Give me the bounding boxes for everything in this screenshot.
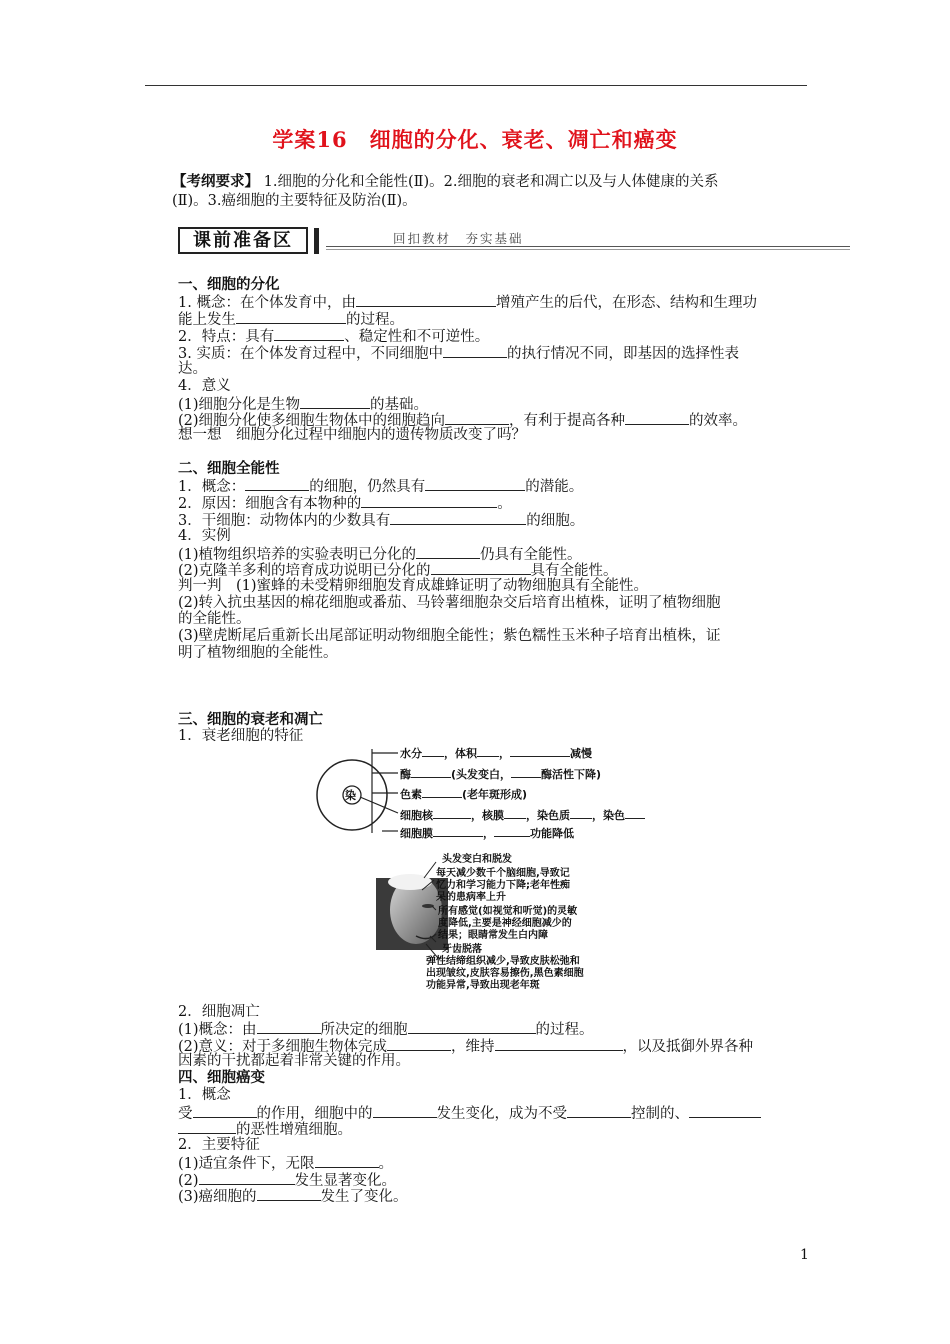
section-heading-totipotency: 二、细胞全能性 xyxy=(178,460,280,477)
text-line: 4．意义 xyxy=(178,378,231,394)
answer-blank xyxy=(257,1186,321,1201)
text-line: (2) 发生显著变化。 xyxy=(178,1170,396,1190)
nucleus-label: 染 xyxy=(345,789,356,802)
page-number: 1 xyxy=(800,1247,809,1263)
text-line: 因素的干扰都起着非常关键的作用。 xyxy=(178,1053,410,1069)
text-line: (2)细胞分化使多细胞生物体中的细胞趋向 ，有利于提高各种 的效率。 xyxy=(178,410,747,430)
requirements-tag: 【考纲要求】 xyxy=(172,173,259,190)
text-line: 3. 实质：在个体发育过程中，不同细胞中 的执行情况不同，即基因的选择性表 xyxy=(178,343,739,363)
answer-blank xyxy=(433,808,471,819)
answer-blank xyxy=(625,808,645,819)
answer-blank xyxy=(443,343,507,358)
think-question: 想一想 细胞分化过程中细胞内的遗传物质改变了吗？ xyxy=(178,427,526,443)
photo-label-skin-3: 功能异常,导致出现老年斑 xyxy=(426,980,540,991)
judge-item: 判一判 (1)蜜蜂的未受精卵细胞发育成雄蜂证明了动物细胞具有全能性。 xyxy=(178,578,649,594)
photo-label-skin-1: 弹性结缔组织减少,导致皮肤松弛和 xyxy=(426,956,580,967)
header-rule xyxy=(145,85,807,86)
answer-blank xyxy=(570,808,592,819)
answer-blank xyxy=(477,746,499,757)
text-line: 2．特点：具有 、稳定性和不可逆性。 xyxy=(178,326,489,346)
text-line: (1)适宜条件下，无限 。 xyxy=(178,1153,393,1173)
answer-blank xyxy=(300,394,370,409)
judge-item: (2)转入抗虫基因的棉花细胞或番茄、马铃薯细胞杂交后培育出植株，证明了植物细胞 xyxy=(178,595,721,611)
text-line: 1．概念 xyxy=(178,1087,231,1103)
section-heading-differentiation: 一、细胞的分化 xyxy=(178,276,280,293)
requirements-text-2: (Ⅱ)。3.癌细胞的主要特征及防治(Ⅱ)。 xyxy=(172,193,417,209)
text-line: 1．概念： 的细胞，仍然具有 的潜能。 xyxy=(178,476,583,496)
photo-label-brain-3: 呆的患病率上升 xyxy=(436,892,506,903)
answer-blank xyxy=(433,826,483,837)
judge-item: (3)壁虎断尾后重新长出尾部证明动物细胞全能性；紫色糯性玉米种子培育出植株，证 xyxy=(178,628,721,644)
text-line: 1．衰老细胞的特征 xyxy=(178,728,304,744)
text-line: (3)癌细胞的 发生了变化。 xyxy=(178,1186,408,1206)
text-line: 2．细胞凋亡 xyxy=(178,1004,260,1020)
answer-blank xyxy=(416,544,480,559)
answer-blank xyxy=(495,1036,623,1051)
answer-blank xyxy=(236,309,346,324)
answer-blank xyxy=(315,1153,379,1168)
answer-blank xyxy=(356,292,496,307)
text-line: 2．原因：细胞含有本物种的 。 xyxy=(178,493,512,513)
aging-cell-diagram xyxy=(310,735,690,845)
photo-label-hair: 头发变白和脱发 xyxy=(442,854,512,865)
answer-blank xyxy=(199,1170,295,1185)
cell-label-water: 水分 ，体积 ， 减慢 xyxy=(400,747,592,760)
photo-label-teeth: 牙齿脱落 xyxy=(442,944,482,955)
answer-blank xyxy=(274,326,344,341)
answer-blank xyxy=(387,1036,451,1051)
cell-label-membrane: 细胞膜 ， 功能降低 xyxy=(400,827,574,840)
answer-blank xyxy=(625,410,689,425)
cell-label-pigment: 色素 (老年斑形成) xyxy=(400,788,528,801)
photo-label-senses-1: 所有感觉(如视觉和听觉)的灵敏 xyxy=(438,906,578,917)
section-heading-cancer: 四、细胞癌变 xyxy=(178,1069,265,1086)
text-line: (1)概念：由 所决定的细胞 的过程。 xyxy=(178,1019,594,1039)
answer-blank xyxy=(422,787,462,798)
text-line: 4．实例 xyxy=(178,528,231,544)
text-line: 2．主要特征 xyxy=(178,1137,260,1153)
exam-requirements xyxy=(172,172,812,211)
photo-label-skin-2: 出现皱纹,皮肤容易擦伤,黑色素细胞 xyxy=(426,968,584,979)
answer-blank xyxy=(445,410,509,425)
answer-blank xyxy=(411,767,451,778)
text-line: 的恶性增殖细胞。 xyxy=(178,1119,352,1139)
answer-blank xyxy=(567,1103,631,1118)
banner-rule-thin xyxy=(326,249,850,250)
text-line: 3．干细胞：动物体内的少数具有 的细胞。 xyxy=(178,510,584,530)
cell-label-enzyme: 酶 (头发变白， 酶活性下降) xyxy=(400,768,602,781)
answer-blank xyxy=(422,746,444,757)
photo-label-brain-2: 忆力和学习能力下降;老年性痴 xyxy=(436,880,570,891)
text-line: (2)克隆羊多利的培育成功说明已分化的 具有全能性。 xyxy=(178,560,618,580)
section-heading-aging: 三、细胞的衰老和凋亡 xyxy=(178,711,323,728)
answer-blank xyxy=(178,1119,236,1134)
answer-blank xyxy=(494,826,530,837)
judge-item: 的全能性。 xyxy=(178,611,251,627)
answer-blank xyxy=(689,1103,761,1118)
text-line: (1)植物组织培养的实验表明已分化的 仍具有全能性。 xyxy=(178,544,582,564)
text-line: (1)细胞分化是生物 的基础。 xyxy=(178,394,428,414)
banner-label: 课前准备区 xyxy=(178,227,308,254)
photo-label-senses-2: 度降低,主要是神经细胞减少的 xyxy=(438,918,572,929)
text-line: (2)意义：对于多细胞生物体完成 ，维持 ，以及抵御外界各种 xyxy=(178,1036,753,1056)
requirements-text-1: 1.细胞的分化和全能性(Ⅱ)。2.细胞的衰老和凋亡以及与人体健康的关系 xyxy=(259,174,719,190)
answer-blank xyxy=(361,493,497,508)
cell-label-nucleus: 细胞核 ，核膜 ，染色质 ，染色 xyxy=(400,807,645,823)
text-line: 1. 概念：在个体发育中，由 增殖产生的后代，在形态、结构和生理功 xyxy=(178,292,757,312)
answer-blank xyxy=(373,1103,437,1118)
banner-bar xyxy=(314,228,319,254)
page-title: 学案16 细胞的分化、衰老、凋亡和癌变 xyxy=(272,127,678,152)
text-line: 能上发生 的过程。 xyxy=(178,309,404,329)
answer-blank xyxy=(510,746,570,757)
text-line: 达。 xyxy=(178,361,207,377)
judge-item: 明了植物细胞的全能性。 xyxy=(178,645,338,661)
answer-blank xyxy=(431,560,531,575)
answer-blank xyxy=(511,767,541,778)
answer-blank xyxy=(408,1019,536,1034)
answer-blank xyxy=(257,1019,321,1034)
elderly-person-figure xyxy=(376,848,606,990)
photo-label-senses-3: 结果；眼睛常发生白内障 xyxy=(438,930,548,941)
banner-subtitle: 回扣教材 夯实基础 xyxy=(393,231,524,246)
photo-label-brain-1: 每天减少数千个脑细胞,导致记 xyxy=(436,868,570,879)
answer-blank xyxy=(193,1103,257,1118)
answer-blank xyxy=(390,510,526,525)
answer-blank xyxy=(425,476,525,491)
text-line: 受 的作用，细胞中的 发生变化，成为不受 控制的、 xyxy=(178,1103,761,1123)
section-banner xyxy=(178,226,850,256)
answer-blank xyxy=(504,808,526,819)
answer-blank xyxy=(245,476,309,491)
